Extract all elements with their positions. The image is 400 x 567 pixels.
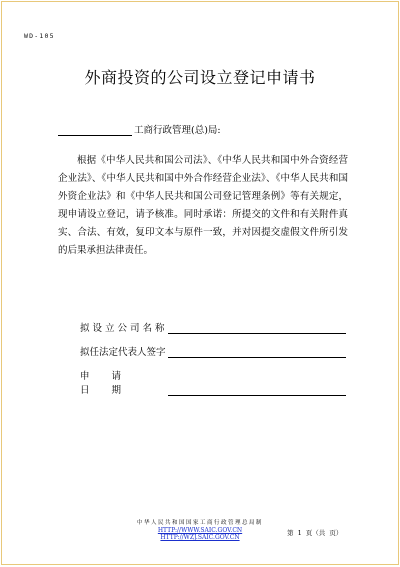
addressee-line bbox=[58, 122, 221, 136]
date-row bbox=[80, 368, 346, 396]
date-label: 申请日期 bbox=[80, 371, 144, 396]
legal-rep-blank[interactable] bbox=[168, 347, 346, 358]
document-page bbox=[1, 1, 399, 565]
form-code: WD-105 bbox=[24, 32, 55, 40]
footer-link-wzj[interactable]: HTTP://WZJ.SAIC.GOV.CN bbox=[160, 534, 240, 541]
addressee-suffix: 工商行政管理(总)局: bbox=[134, 125, 221, 136]
body-paragraph: 根据《中华人民共和国公司法》、《中华人民共和国中外合资经营企业法》、《中华人民共和国中外合作经营企业法》、《中华人民共和国外资企业法》和《中华人民共和国公司登记管理条例》等有关规定，现申请设立登记，请予核准。同时承诺：所提交的文件和有关附件真实、合法、有效，复印文本与原件一致，并对因提交虚假文件所引发的后果承担法律责任。 bbox=[58, 155, 348, 256]
page-title: 外商投资的公司设立登记申请书 bbox=[84, 68, 316, 87]
footer-link-saic[interactable]: HTTP://WWW.SAIC.GOV.CN bbox=[157, 527, 243, 534]
company-name-blank[interactable] bbox=[168, 323, 346, 334]
company-name-row bbox=[80, 320, 346, 334]
legal-rep-row bbox=[80, 344, 346, 358]
addressee-blank[interactable] bbox=[58, 125, 132, 136]
page-number: 第 1 页（共 页） bbox=[287, 529, 343, 537]
date-blank[interactable] bbox=[168, 385, 346, 396]
company-name-label: 拟设立公司名称 bbox=[80, 323, 168, 334]
footer-org: 中华人民共和国国家工商行政管理总局制 bbox=[136, 520, 263, 526]
legal-rep-label: 拟任法定代表人签字 bbox=[80, 347, 166, 358]
